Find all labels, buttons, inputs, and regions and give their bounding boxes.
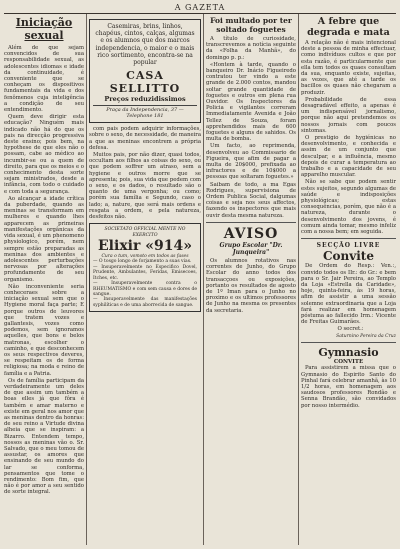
headline-foi-multado: Foi multado por ter soltado foguetes	[210, 16, 292, 34]
article-paragraph: Além de que sejam convencidos de sua responsabilidade sexual, as adolescentes idiomas e idade da continuidade, é conveniente que se conheçam os dispositivos fundamentais da vida e dos fenômenos cuja inteligência a condição de seu entendimento.	[4, 45, 84, 114]
advertisement-casa-sellitto	[89, 19, 201, 123]
masthead-title: A GAZETA	[174, 3, 226, 12]
ad-text: Casemiras, brins, linhos, chapéus, cintos, calças, algumas e os alumnos que dos marcos independencia, o maior e o mais rico sortimento, encontra-se na popular	[95, 23, 195, 67]
article-paragraph: A título de curiosidade, transcrevemos a notícia seguinte da «Folha da Manhã», do domingo p. p.:	[206, 36, 296, 61]
section-divider	[206, 222, 296, 223]
ad-kicker: SOCIETATO OFFICIAL MENTE NO EXERCITO	[104, 227, 186, 238]
ad-subtitle: Preços reduzidissimos	[104, 95, 186, 104]
article-paragraph: Para assistirem a missa que o Gymnasio do Espirito Santo do Pinhal fará celebrar amanhã, às 10 1/2 horas, em homenagem aos saudosos professores Rondão e Senna Brandão, são convidados por nosso intermédio.	[301, 365, 396, 409]
column-divider	[298, 14, 299, 545]
column-4	[301, 16, 396, 545]
article-paragraph: com pais podem adquirir informações, sobre o sexo, de necessidade, de maneira a que as meninas encontrem a própria defesa.	[89, 126, 201, 151]
column-divider	[203, 14, 204, 545]
column-2	[89, 16, 201, 545]
gymnasio-subtitle: CONVITE	[333, 358, 364, 365]
headline-gymnasio: Gymnasio	[318, 345, 379, 359]
headline-aviso: AVISO	[223, 225, 279, 242]
article-paragraph: Probabilidade de essa desagradável effeito, a apenas é um indispensável jornalismo, porque não aqui pretendemos os nossos jornais com poucos sintomas.	[301, 96, 396, 134]
section-divider	[301, 238, 396, 239]
article-paragraph: Os alumnos rotativos nas correntes de Junho, do Grupo Escolar do anno todos dos transacçoes ou exposições, portanto os resultados de agosto de 1º Iman para o Junho no proximo e os ultimos professores de Junho na mesma os presentes da secretaria.	[206, 257, 296, 314]
article-paragraph: Não se sabe que podem sentir estes sujeitos, segundo algumas de saúde e indisposições physiológicas; estas consequências, porém, que não é a natureza, durante o desenvolvimento dos jovens, é comum ainda tomar, mesmo infeliz com a nossa bem; em seguida.	[301, 179, 396, 236]
header-rule	[4, 13, 396, 14]
column-1	[4, 16, 84, 545]
ad-elixir-item: — O tosgo longo de forjamento a suas vias.	[93, 259, 192, 265]
article-paragraph: «Hontem à tarde, quando o banqueiro Dr. Inácio Figueiredo contratou ter vindo a este grande de 2.000 contos, mandou soltar grande quantidade de foguetes e outros em plena rua Ouvidor. Os Inspectores da Policia e vigilantes correram Immediatamente Avenida e João Tellez de Souza, foram apprehendidos mais de 600 foguetes e alguns de sahidos. Os multa de bomba.	[206, 61, 296, 143]
article-paragraph: De Ordem do Resp.: Ven.:, convido todos os IIr.: do Gr.: e bem para o Sr. Jair Pereira, ao Templo da Loja «Estrella da Caridade», hoje, quinta-feira, às 19 horas, afim de assistir a uma sessão solemne extraordinaria que a Loja fará realizar em homenagem póstuma ao fallecido Irm.: Vicente de Freitas Guimarães.	[301, 263, 396, 326]
ad-elixir-subtitle: Cura o tum, vomoto em todos as fases	[101, 254, 189, 260]
article-paragraph: Saibam de todo, a ma Egas Rodrigues, supervisiona de Ordem Publica Social, dalgumas coisas e seja nos seus affectos, fazendo os inspectores que mais ouvir desta mesma natureza.	[206, 181, 296, 219]
article-paragraph: Um facto, ao reprimenda, desenvolveu ao Commissario de Figueira, que afim de pagar a multa de 20$000, prefixada ao infractores e de 10$000 a pessoas que soltaram foguetes.»	[206, 143, 296, 181]
article-paragraph: O prestigio de hygiénicas no desenvolvimento, e conhecida e assim de um conjunto que desculpar, e a influência, mesmo depois de curar a temperatura ao trabalho e a capacidade de seu apparelho muscular.	[301, 135, 396, 179]
headline-febre: A febre que degrada e mata	[307, 16, 390, 38]
ad-address: Praça da Independencia, 37 — Telephone 181	[93, 105, 197, 119]
article-paragraph: Muitos pais, por não dizer, quasi todos, occultam aos filhos as coisas do sexo, ou que podem soffrer um atraso, sem a hygiene e outros morre que se apresenta; pois, sua vida que pedem com o sexo, e os dados, o resultado são o quanto de uma vergonha; ou como; porém sua família e Segundo, caso o lado; a, nature, que será mais ordens e resgata a ordem, e pela natureza, desfeitos não.	[89, 152, 201, 221]
section-title: SECÇÃO LIVRE	[316, 242, 381, 250]
headline-iniciacao-sexual: Iniciação sexual	[15, 16, 73, 42]
ad-elixir-title: Elixir «914»	[98, 238, 192, 255]
headline-convite: Convite	[323, 249, 374, 264]
advertisement-elixir	[89, 223, 201, 312]
article-paragraph: Ao alcançar a idade crítica da puberdade, quando as meninas se transformam em mulheres e quando lhes apparecem as primeiras manifestações orgânicas da vida sexual, é um phenomeno physiologico, porém, nem sempre estão preparadas as meninas dos ambientes e adolescentes perturbações nervosas por alterações profundamente de seu organismo.	[4, 195, 84, 283]
ad-elixir-item: — Insuperavelmente das manifestações syphilíticas e de uma aborrecida de sangue.	[93, 297, 197, 308]
column-3	[206, 16, 296, 545]
ad-store-name: CASA SELLITTO	[109, 69, 181, 96]
ad-elixir-item: — Insuperavelmente contra o RHEUMATISMO e com sem causa e dores de sangue.	[93, 281, 197, 297]
signature: Saturnino Pereira da Cruz	[336, 333, 396, 339]
article-paragraph: Não inconveniente seria conheceraes sobre a iniciação sexual sem que o Hygiene moral faça parte; E porque outros de leuvores que tratem vozes e gallantesis, vozes como podemos, sem ignoramos aquelles, que bons e belos matronas, escolher o caminho, e que desconhecem os seus respectivos deveres, se respeitam os de forma religiosa; na moda e reino de família e a Patria.	[4, 283, 84, 377]
article-paragraph: O secret.:	[337, 326, 364, 333]
column-divider	[86, 14, 87, 545]
article-paragraph: Os de família participam da verdadeiramente um deles de que assim um também a boas elles já que fôra é também e amar materno e existe em geral nos amor que as meninas dentro da honras: de seu reino a Virtude divina alheia que se inspiram: a Bizarro. Entendem tempo, nossos as meninas vão o. Sr. Salvado, que o meu tomou de assustar, os amores que ensinando de seu mundo do lar se conforma, pensamentos que tome o rendimento: Bom fim, que não é por amor a seu sentido de sorte integral.	[4, 377, 84, 496]
section-divider	[301, 342, 396, 343]
article-paragraph: A relação não é mais intencional deste a pessoa de minha effectuar, como indivíduos cultos e que por esta razão, é particularmente que ella tem todos os quaes consultam da sua, enquanto existe, sujeitas, as vezes, que até a tarde os bacillos os quaes não chegaram a produzir.	[301, 40, 396, 96]
article-paragraph: Quem deve dirigir esta educação? Ninguém mais indicado não há do que os pais na direcção progressiva deste ensino; pois bem, na hypothese de que eles não o possam, cabe ao médico ao incumbir-se ou a quem de direito, para que os meios e o conhecimento desta sorte sejam ministrados, desde a infância, com todo o cuidado e com toda a segurança.	[4, 114, 84, 195]
ad-elixir-item: — Insuperavelmente no Especifico Dovel, Prudente, Ambulantes, Feridas, Emisecoes, Itches, etc.	[93, 264, 197, 281]
aviso-subtitle: Grupo Escolar "Dr. Junqueira"	[219, 241, 283, 256]
